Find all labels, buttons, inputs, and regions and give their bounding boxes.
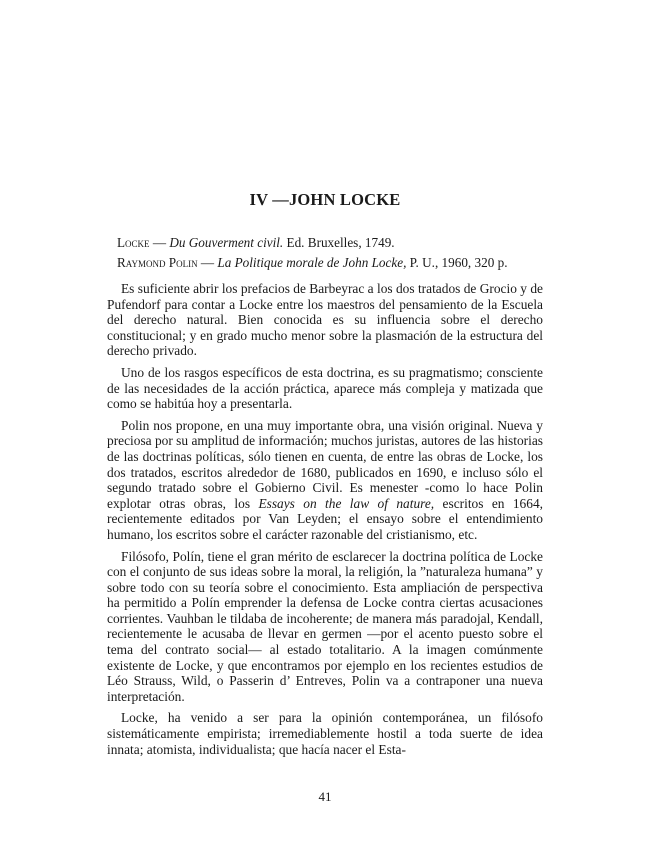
paragraph-3 — [107, 418, 543, 543]
body-text — [107, 281, 543, 763]
essays-title-italic: Essays on the law of nature, — [258, 495, 435, 511]
paragraph-3-text-b: escritos en 1664, recientemente editados por Van Leyden; el ensayo sobre el entendimiento humano, los escritos sobre el carácter razonable del cristianismo, etc. — [107, 495, 543, 542]
reference-author: Locke — [117, 235, 150, 250]
page-number: 41 — [318, 789, 332, 804]
paragraph-2: Uno de los rasgos específicos de esta doctrina, es su pragmatismo; consciente de las necesidades de la acción práctica, aparece más compleja y matizada que como se habitúa hoy a presentarla. — [107, 364, 543, 412]
paragraph-3-text-a: Polin nos propone, en una muy importante obra, una visión original. Nueva y preciosa por su amplitud de información; muchos juristas, autores de las historias de las doctrinas políticas, sólo tienen en cuenta, de entre las obras de Locke, los dos tratados, escritos alrededor de 1680, publicados en 1690, e incluso sólo el segundo tratado sobre el Gobierno Civil. Es menester -como lo hace Polin explotar otras obras, los — [107, 417, 543, 511]
paragraph-4: Filósofo, Polín, tiene el gran mérito de esclarecer la doctrina política de Locke con el conjunto de sus ideas sobre la moral, la religión, la ”naturaleza humana” y sobre todo con su teoría sobre el conocimiento. Esta ampliación de perspectiva ha permitido a Polín emprender la defensa de Locke contra ciertas acusaciones corrientes. Vauhban le tildaba de incoherente; de manera más paradojal, Kendall, recientemente le acusaba de llevar en germen —por el acento puesto sobre el tema del contrato social— al estado totalitario. A la imagen comúnmente existente de Locke, y que encontramos por ejemplo en los recientes estudios de Léo Strauss, Wild, o Passerin d’ Entreves, Polin va a contraponer una nueva interpretación. — [107, 548, 543, 704]
paragraph-5: Locke, ha venido a ser para la opinión contemporánea, un filósofo sistemáticamente empirista; irremediablemente hostil a toda suerte de idea innata; atomista, individualista; que hacía nacer el Esta- — [107, 710, 543, 757]
reference-locke — [117, 233, 557, 253]
paragraph-1: Es suficiente abrir los prefacios de Barbeyrac a los dos tratados de Grocio y de Pufendorf para contar a Locke entre los maestros del pensamiento de la Escuela del derecho natural. Bien conocida es su influencia sobre el derecho constitucional; y en grado mucho menor sobre la plasmación de la estructura del derecho privado. — [107, 281, 543, 359]
reference-work-title: Du Gouverment civil. — [169, 235, 284, 250]
reference-dash: — — [197, 255, 218, 270]
chapter-title: IV —JOHN LOCKE — [249, 190, 401, 209]
bibliographic-references — [117, 233, 557, 273]
reference-author: Raymond Polin — [117, 255, 198, 270]
reference-dash: — — [149, 235, 170, 250]
reference-details: P. U., 1960, 320 p. — [406, 255, 508, 270]
reference-polin — [117, 253, 557, 273]
reference-details: Ed. Bruxelles, 1749. — [283, 235, 395, 250]
reference-work-title: La Politique morale de John Locke, — [217, 255, 407, 270]
